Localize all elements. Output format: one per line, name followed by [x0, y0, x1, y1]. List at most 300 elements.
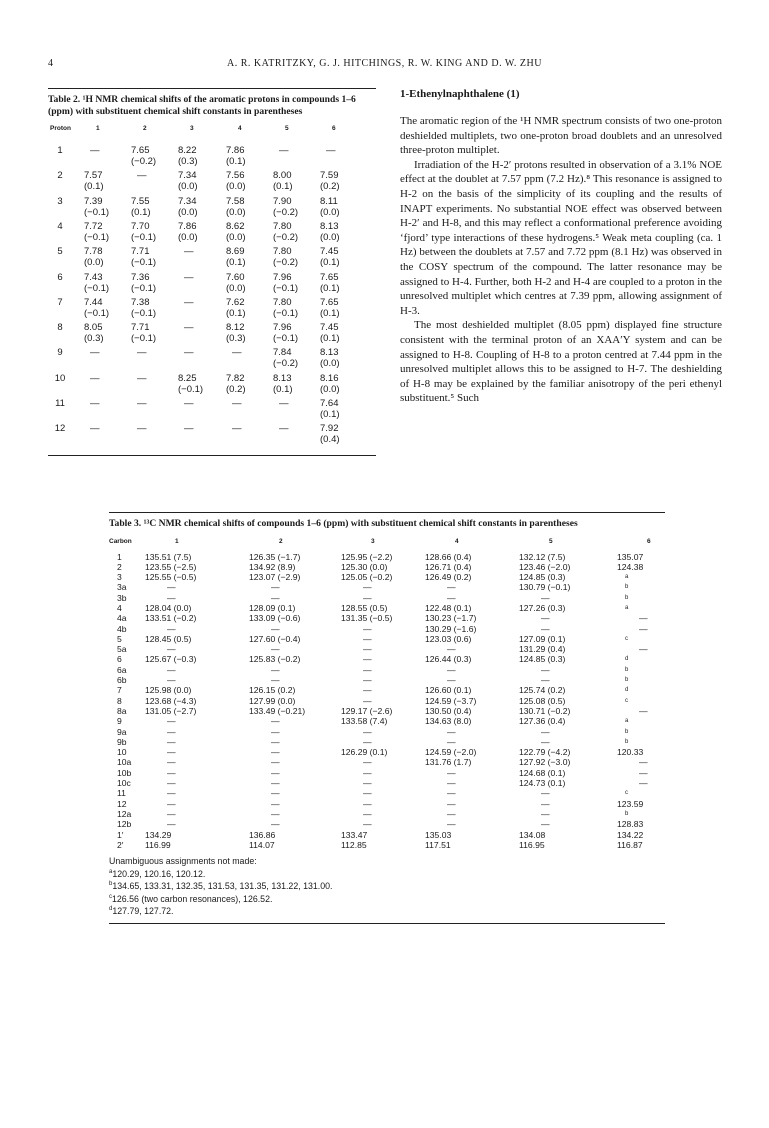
shift-cell: 128.09 (0.1)	[249, 602, 296, 613]
shift-constant: (−0.1)	[178, 383, 204, 395]
shift-cell	[226, 272, 246, 294]
shift-value: —	[184, 423, 194, 435]
note-item	[109, 867, 665, 880]
shift-cell	[178, 246, 194, 257]
shift-constant: (0.1)	[320, 409, 340, 420]
shift-cell: 123.55 (−2.5)	[145, 561, 197, 572]
shift-cell	[320, 322, 340, 344]
shift-cell	[131, 170, 147, 181]
shift-cell: —	[363, 767, 372, 778]
shift-value: 7.78	[84, 246, 103, 258]
table-row	[109, 603, 665, 613]
carbon-label: 9	[117, 716, 122, 727]
shift-cell: —	[639, 644, 648, 655]
table-3-header	[109, 538, 665, 552]
shift-cell: 123.68 (−4.3)	[145, 695, 197, 706]
note-mark: a	[109, 868, 113, 875]
shift-cell	[84, 423, 100, 434]
shift-cell: 125.05 (−0.2)	[341, 572, 393, 583]
shift-cell: 134.29	[145, 829, 172, 840]
table-row	[109, 830, 665, 840]
shift-cell	[320, 347, 340, 369]
shift-value: 8.62	[226, 220, 245, 232]
shift-cell: 126.44 (0.3)	[425, 654, 472, 665]
shift-value: —	[184, 398, 194, 409]
table-3-top-rule	[109, 512, 665, 513]
shift-value: 7.71	[131, 246, 150, 258]
shift-constant: (0.4)	[320, 434, 340, 446]
shift-cell: 133.09 (−0.6)	[249, 613, 301, 624]
shift-cell: —	[271, 716, 280, 727]
shift-cell: 125.74 (0.2)	[519, 685, 566, 696]
proton-number: 5	[57, 246, 63, 258]
table-row	[109, 747, 665, 757]
shift-cell: 124.73 (0.1)	[519, 778, 566, 789]
shift-cell: —	[447, 675, 456, 686]
carbon-label: 2	[117, 561, 122, 572]
note-mark: c	[109, 893, 112, 900]
table-row	[109, 665, 665, 675]
table-row	[109, 727, 665, 737]
shift-value: 7.80	[273, 246, 292, 258]
shift-cell: —	[447, 767, 456, 778]
table-row	[109, 757, 665, 767]
shift-cell	[84, 272, 109, 294]
notes-title: Unambiguous assignments not made:	[109, 856, 257, 867]
shift-value: 7.44	[84, 296, 103, 308]
shift-cell: —	[167, 623, 176, 634]
shift-cell: —	[271, 592, 280, 603]
table-row	[109, 778, 665, 788]
carbon-label: 11	[117, 788, 126, 799]
table-3-caption	[109, 518, 665, 530]
shift-cell	[84, 145, 100, 156]
shift-cell: —	[363, 685, 372, 696]
shift-cell: 136.86	[249, 829, 276, 840]
shift-cell: —	[167, 726, 176, 737]
shift-cell: —	[363, 592, 372, 603]
shift-cell	[84, 322, 104, 344]
shift-cell: 130.29 (−1.6)	[425, 623, 477, 634]
shift-cell: —	[167, 808, 176, 819]
shift-cell: —	[541, 788, 550, 799]
shift-cell: 123.46 (−2.0)	[519, 561, 571, 572]
shift-value: 7.43	[84, 271, 103, 283]
shift-value: 7.59	[320, 170, 339, 182]
shift-cell: 126.60 (0.1)	[425, 685, 472, 696]
shift-constant: (0.0)	[178, 181, 198, 193]
shift-cell: —	[271, 747, 280, 758]
compound-header: 3	[371, 537, 375, 545]
table-row	[109, 788, 665, 798]
carbon-label: 12	[117, 798, 127, 809]
shift-cell: 114.07	[249, 839, 275, 850]
compound-header: 6	[332, 125, 336, 132]
shift-cell: —	[167, 798, 176, 809]
carbon-label: 6	[117, 654, 122, 665]
shift-value: 7.36	[131, 271, 150, 283]
shift-cell: —	[541, 613, 550, 624]
shift-value: 7.70	[131, 220, 150, 232]
proton-number: 12	[54, 423, 66, 435]
shift-constant: (0.0)	[320, 383, 340, 395]
shift-value: —	[137, 347, 147, 359]
shift-value: 7.82	[226, 372, 245, 384]
shift-constant: (−0.1)	[131, 307, 157, 319]
shift-cell: —	[639, 623, 648, 634]
shift-cell: 123.03 (0.6)	[425, 633, 472, 644]
shift-cell	[131, 398, 147, 409]
proton-number: 10	[54, 372, 66, 384]
shift-cell: 128.45 (0.5)	[145, 633, 192, 644]
shift-cell: —	[447, 726, 456, 737]
shift-value: 7.64	[320, 398, 339, 409]
shift-cell: —	[363, 798, 372, 809]
shift-cell	[226, 297, 246, 319]
shift-cell: —	[167, 778, 176, 789]
shift-cell: 124.59 (−2.0)	[425, 747, 477, 758]
note-mark: d	[109, 906, 113, 913]
table-row	[109, 613, 665, 623]
shift-cell: 122.79 (−4.2)	[519, 747, 571, 758]
proton-number: 3	[57, 195, 63, 207]
shift-cell: —	[167, 582, 176, 593]
table-3-notes	[109, 856, 665, 917]
shift-cell: 112.85	[341, 839, 367, 850]
table-3	[109, 512, 665, 924]
shift-cell: 128.55 (0.5)	[341, 602, 388, 613]
shift-cell	[131, 322, 156, 344]
shift-value: 8.13	[320, 347, 339, 359]
shift-cell: 125.67 (−0.3)	[145, 654, 197, 665]
shift-cell: —	[363, 788, 372, 799]
shift-cell: —	[271, 767, 280, 778]
shift-cell: 127.99 (0.0)	[249, 695, 296, 706]
shift-cell: 128.66 (0.4)	[425, 551, 472, 562]
shift-cell: —	[271, 726, 280, 737]
shift-cell: —	[541, 592, 550, 603]
shift-value: 7.80	[273, 220, 292, 232]
shift-cell	[320, 246, 340, 268]
shift-cell: —	[271, 798, 280, 809]
shift-cell: 124.85 (0.3)	[519, 654, 566, 665]
shift-cell: 130.23 (−1.7)	[425, 613, 477, 624]
table-2-top-rule	[48, 88, 376, 89]
section-heading: 1-Ethenylnaphthalene (1)	[400, 88, 520, 100]
shift-cell	[273, 297, 298, 319]
shift-value: 8.00	[273, 170, 292, 182]
proton-number: 8	[57, 322, 63, 334]
shift-value: 7.84	[273, 347, 292, 359]
shift-cell: 131.35 (−0.5)	[341, 613, 393, 624]
shift-cell: 131.29 (0.4)	[519, 644, 566, 655]
shift-value: 8.13	[273, 372, 292, 384]
shift-cell: —	[363, 675, 372, 686]
shift-value: —	[184, 271, 194, 283]
shift-value: 7.92	[320, 423, 339, 435]
shift-value: 7.45	[320, 322, 339, 334]
shift-cell: —	[541, 798, 550, 809]
shift-cell	[226, 196, 246, 218]
shift-value: —	[137, 423, 147, 435]
carbon-label: 4a	[117, 613, 127, 624]
shift-cell	[178, 221, 198, 243]
shift-cell: —	[639, 705, 648, 716]
shift-value: 8.05	[84, 322, 103, 334]
shift-cell: —	[167, 788, 176, 799]
carbon-label: 9b	[117, 736, 127, 747]
shift-cell: 124.38	[617, 561, 644, 572]
shift-cell: —	[447, 819, 456, 830]
shift-cell: 125.08 (0.5)	[519, 695, 566, 706]
shift-cell: 127.09 (0.1)	[519, 633, 566, 644]
carbon-header: Carbon	[109, 537, 132, 545]
shift-constant: (−0.1)	[273, 333, 299, 345]
shift-constant: (−0.2)	[273, 206, 299, 218]
table-row	[109, 624, 665, 634]
shift-cell	[320, 145, 336, 156]
shift-cell: 116.99	[145, 839, 171, 850]
assignment-mark: a	[625, 604, 629, 611]
shift-cell: 127.60 (−0.4)	[249, 633, 301, 644]
shift-value: —	[137, 372, 147, 384]
shift-cell: 123.07 (−2.9)	[249, 572, 301, 583]
shift-value: 7.96	[273, 322, 292, 334]
shift-cell	[178, 373, 203, 395]
shift-cell	[131, 423, 147, 434]
table-2-label: Table 2.	[48, 94, 81, 105]
shift-cell: —	[167, 592, 176, 603]
compound-header: 6	[647, 537, 651, 545]
shift-constant: (−0.1)	[131, 257, 157, 269]
shift-cell: 134.22	[617, 829, 644, 840]
shift-cell: 129.17 (−2.6)	[341, 705, 393, 716]
carbon-label: 3b	[117, 592, 127, 603]
shift-value: 7.65	[320, 296, 339, 308]
shift-cell: —	[447, 664, 456, 675]
shift-cell: 134.92 (8.9)	[249, 561, 296, 572]
shift-cell: 120.33	[617, 747, 644, 758]
shift-cell	[84, 373, 100, 384]
table-3-caption-text: ¹³C NMR chemical shifts of compounds 1–6 (ppm) with substituent chemical shift constants in parentheses	[143, 518, 578, 529]
shift-cell: —	[447, 798, 456, 809]
shift-cell: 133.51 (−0.2)	[145, 613, 197, 624]
shift-constant: (−0.2)	[273, 231, 299, 243]
shift-cell: 126.35 (−1.7)	[249, 551, 301, 562]
shift-constant: (0.0)	[226, 282, 246, 294]
shift-cell: —	[363, 623, 372, 634]
carbon-label: 7	[117, 685, 122, 696]
shift-value: 7.62	[226, 296, 245, 308]
shift-cell: —	[447, 582, 456, 593]
shift-cell: —	[167, 644, 176, 655]
shift-value: —	[137, 398, 147, 409]
shift-cell	[320, 221, 340, 243]
assignment-mark: b	[625, 584, 629, 591]
shift-value: 7.38	[131, 296, 150, 308]
shift-cell	[273, 423, 289, 434]
shift-value: —	[279, 398, 289, 409]
shift-cell	[320, 272, 340, 294]
shift-cell	[273, 398, 289, 409]
shift-constant: (0.3)	[84, 333, 104, 345]
shift-cell: —	[639, 767, 648, 778]
shift-cell: 126.71 (0.4)	[425, 561, 472, 572]
shift-cell	[131, 347, 147, 358]
shift-value: 8.16	[320, 372, 339, 384]
shift-value: 7.34	[178, 170, 197, 182]
shift-cell: —	[363, 582, 372, 593]
shift-constant: (0.1)	[320, 333, 340, 345]
shift-cell: 127.26 (0.3)	[519, 602, 566, 613]
shift-cell: 128.83	[617, 819, 644, 830]
carbon-label: 6b	[117, 675, 127, 686]
shift-cell: 134.63 (8.0)	[425, 716, 472, 727]
shift-cell	[178, 347, 194, 358]
shift-value: —	[90, 145, 100, 156]
shift-value: —	[184, 322, 194, 334]
table-3-body	[109, 552, 665, 851]
shift-cell	[273, 373, 293, 395]
note-text: 127.79, 127.72.	[112, 906, 174, 917]
shift-value: 7.65	[320, 271, 339, 283]
shift-cell: —	[541, 726, 550, 737]
table-2-grid	[48, 125, 376, 455]
shift-value: —	[232, 423, 242, 435]
compound-header: 4	[455, 537, 459, 545]
shift-cell: —	[639, 613, 648, 624]
table-row	[109, 685, 665, 695]
shift-cell	[320, 297, 340, 319]
shift-value: —	[90, 398, 100, 409]
shift-cell: —	[363, 644, 372, 655]
shift-value: 7.57	[84, 170, 103, 182]
shift-value: 7.58	[226, 195, 245, 207]
assignment-mark: c	[625, 697, 628, 704]
shift-cell: —	[271, 736, 280, 747]
shift-cell: 133.47	[341, 829, 368, 840]
shift-value: —	[184, 296, 194, 308]
shift-cell: —	[271, 819, 280, 830]
shift-cell	[178, 297, 194, 308]
table-row	[109, 644, 665, 654]
assignment-mark: b	[625, 594, 629, 601]
table-3-bottom-rule	[109, 923, 665, 924]
shift-constant: (0.1)	[84, 181, 104, 193]
carbon-label: 2′	[117, 839, 124, 850]
shift-cell	[273, 347, 298, 369]
shift-cell: 126.15 (0.2)	[249, 685, 296, 696]
carbon-label: 8	[117, 695, 122, 706]
shift-value: 7.72	[84, 220, 103, 232]
shift-constant: (0.1)	[226, 257, 246, 269]
shift-value: 7.45	[320, 246, 339, 258]
shift-cell: —	[167, 716, 176, 727]
proton-number: 2	[57, 170, 63, 182]
shift-cell: —	[447, 808, 456, 819]
shift-cell	[226, 347, 242, 358]
notes-list	[109, 867, 665, 917]
shift-cell: 125.95 (−2.2)	[341, 551, 393, 562]
shift-cell: —	[363, 757, 372, 768]
shift-cell	[273, 322, 298, 344]
shift-cell: 130.79 (−0.1)	[519, 582, 571, 593]
shift-cell	[178, 145, 198, 167]
shift-cell: 125.98 (0.0)	[145, 685, 192, 696]
proton-number: 9	[57, 347, 63, 359]
shift-constant: (−0.1)	[84, 282, 110, 294]
shift-value: 7.71	[131, 322, 150, 334]
shift-cell: —	[271, 675, 280, 686]
table-row	[109, 572, 665, 582]
shift-cell: —	[167, 819, 176, 830]
shift-value: 7.60	[226, 271, 245, 283]
shift-cell	[131, 196, 151, 218]
shift-cell	[84, 246, 104, 268]
table-2	[48, 88, 376, 456]
table-row	[109, 562, 665, 572]
shift-value: —	[90, 372, 100, 384]
shift-cell: 135.51 (7.5)	[145, 551, 192, 562]
shift-constant: (0.0)	[178, 206, 198, 218]
shift-cell: 117.51	[425, 839, 451, 850]
shift-value: 7.39	[84, 195, 103, 207]
shift-value: —	[279, 423, 289, 435]
shift-cell: —	[447, 644, 456, 655]
table-3-label: Table 3.	[109, 518, 142, 529]
shift-constant: (0.0)	[226, 231, 246, 243]
shift-cell	[178, 423, 194, 434]
shift-value: 8.25	[178, 372, 197, 384]
shift-cell: —	[167, 736, 176, 747]
shift-constant: (0.0)	[178, 231, 198, 243]
carbon-label: 6a	[117, 664, 127, 675]
note-item	[109, 892, 665, 905]
shift-constant: (0.3)	[226, 333, 246, 345]
assignment-mark: b	[625, 738, 629, 745]
shift-cell: —	[447, 592, 456, 603]
shift-cell	[84, 297, 109, 319]
shift-cell: 126.29 (0.1)	[341, 747, 388, 758]
shift-cell: —	[167, 767, 176, 778]
shift-cell: —	[271, 788, 280, 799]
shift-cell: 127.92 (−3.0)	[519, 757, 571, 768]
shift-cell: —	[541, 675, 550, 686]
shift-cell	[226, 398, 242, 409]
shift-constant: (−0.1)	[273, 307, 299, 319]
shift-cell	[84, 398, 100, 409]
compound-header: 2	[143, 125, 147, 132]
shift-cell: 132.12 (7.5)	[519, 551, 566, 562]
shift-cell: 133.49 (−0.21)	[249, 705, 306, 716]
shift-cell	[131, 272, 156, 294]
assignment-mark: d	[625, 687, 629, 694]
shift-cell	[226, 423, 242, 434]
table-row	[109, 819, 665, 829]
note-item	[109, 904, 665, 917]
shift-cell	[226, 246, 246, 268]
shift-cell	[178, 196, 198, 218]
paragraph-2: Irradiation of the H-2′ protons resulted in observation of a 3.1% NOE effect at the doublet at 7.57 ppm (7.2 Hz).⁸ This resonance is assigned to H-2 on the basis of the simplicity of its coupling and the results of INAPT experiments. No substantial NOE effect was observed between H-2′ and H-8, and this may reflect a conformational preference avoiding ‘fjord’ type interactions of these hydrogens.⁵ Weak meta coupling (ca. 1 Hz) between the doublets at 7.57 and 7.72 ppm (8.1 Hz) was observed in the COSY spectrum of the compound. The latter resonance may be assigned to H-4. Further, both H-2 and H-4 are coupled to a proton in the unresolved multiplet which centres at 7.39 ppm, allowing assignment of H-3.	[400, 158, 722, 317]
shift-value: —	[326, 145, 336, 156]
shift-cell	[131, 246, 156, 268]
compound-header: 2	[279, 537, 283, 545]
table-row	[109, 696, 665, 706]
shift-cell	[226, 322, 246, 344]
assignment-mark: a	[625, 574, 629, 581]
shift-cell: —	[541, 808, 550, 819]
table-row	[109, 799, 665, 809]
